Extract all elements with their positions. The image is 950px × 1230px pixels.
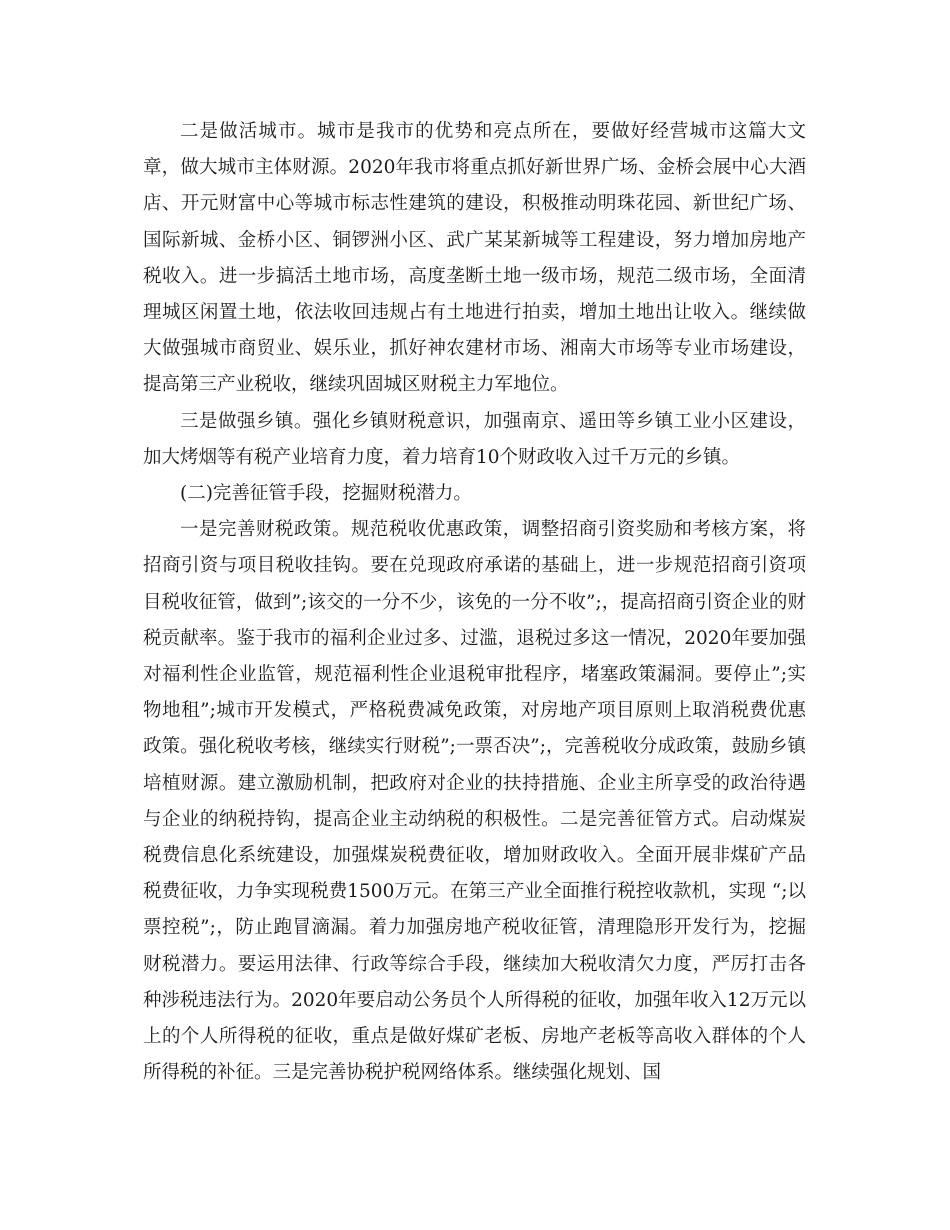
- document-body: [143, 114, 806, 1091]
- paragraph-tax-policy: 一是完善财税政策。规范税收优惠政策，调整招商引资奖励和考核方案，将招商引资与项目税收挂钩。要在兑现政府承诺的基础上，进一步规范招商引资项目税收征管，做到”;该交的一分不少，该免的一分不收”;，提高招商引资企业的财税贡献率。鉴于我市的福利企业过多、过滥，退税过多这一情况，2020年要加强对福利性企业监管，规范福利性企业退税审批程序，堵塞政策漏洞。要停止”;实物地租”;城市开发模式，严格税费减免政策，对房地产项目原则上取消税费优惠政策。强化税收考核，继续实行财税”;一票否决”;，完善税收分成政策，鼓励乡镇培植财源。建立激励机制，把政府对企业的扶持措施、企业主所享受的政治待遇与企业的纳税持钩，提高企业主动纳税的积极性。二是完善征管方式。启动煤炭税费信息化系统建设，加强煤炭税费征收，增加财政收入。全面开展非煤矿产品税费征收，力争实现税费1500万元。在第三产业全面推行税控收款机，实现 “;以票控税”;，防止跑冒滴漏。着力加强房地产税收征管，清理隐形开发行为，挖掘财税潜力。要运用法律、行政等综合手段，继续加大税收清欠力度，严厉打击各种涉税违法行为。2020年要启动公务员个人所得税的征收，加强年收入12万元以上的个人所得税的征收，重点是做好煤矿老板、房地产老板等高收入群体的个人所得税的补征。三是完善协税护税网络体系。继续强化规划、国: [143, 519, 806, 1084]
- section-heading: (二)完善征管手段，挖掘财税潜力。: [180, 483, 472, 505]
- paragraph-city: 二是做活城市。城市是我市的优势和亮点所在，要做好经营城市这篇大文章，做大城市主体财源。2020年我市将重点抓好新世界广场、金桥会展中心大酒店、开元财富中心等城市标志性建筑的建设，积极推动明珠花园、新世纪广场、国际新城、金桥小区、铜锣洲小区、武广某某新城等工程建设，努力增加房地产税收入。进一步搞活土地市场，高度垄断土地一级市场，规范二级市场，全面清理城区闲置土地，依法收回违规占有土地进行拍卖，增加土地出让收入。继续做大做强城市商贸业、娱乐业，抓好神农建材市场、湘南大市场等专业市场建设，提高第三产业税收，继续巩固城区财税主力军地位。: [143, 121, 806, 396]
- paragraph-towns: 三是做强乡镇。强化乡镇财税意识，加强南京、遥田等乡镇工业小区建设，加大烤烟等有税产业培育力度，着力培育10个财政收入过千万元的乡镇。: [143, 410, 806, 468]
